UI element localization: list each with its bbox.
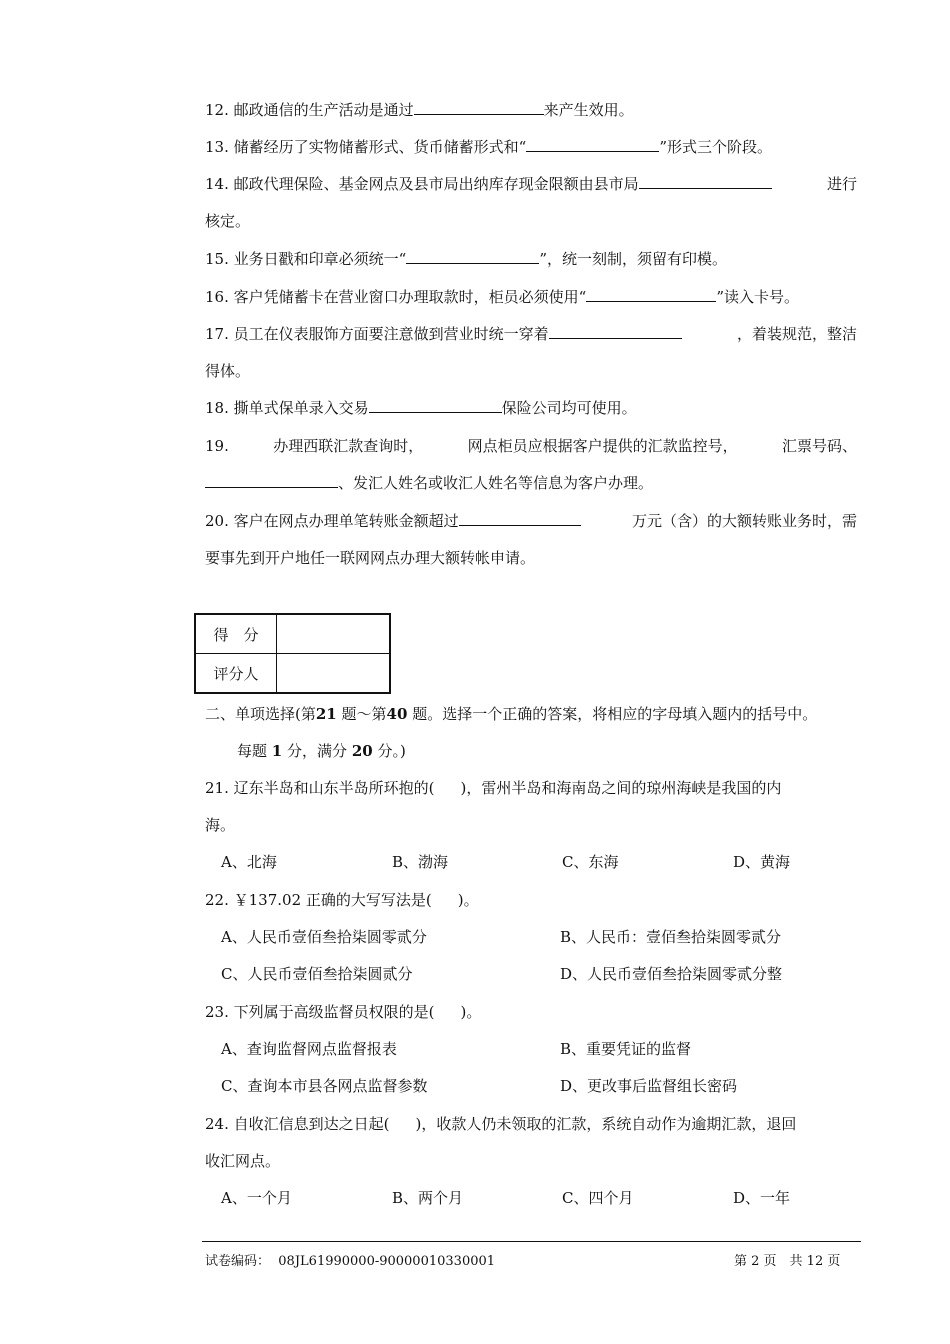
question-number: 17. [205,325,229,343]
score-row [195,614,390,654]
question-text: 网点柜员应根据客户提供的汇款监控号， [467,437,738,455]
option-a: A、人民币壹佰叁拾柒圆零贰分 [221,928,427,946]
answer-blank [459,511,581,526]
question-23 [205,1002,481,1022]
question-15 [205,249,727,269]
exam-code-label: 试卷编码： [205,1254,271,1269]
question-text: 辽东半岛和山东半岛所环抱的( [233,779,435,797]
heading-number: 1 [271,742,283,760]
option-d: D、一年 [733,1189,791,1207]
question-text: 邮政通信的生产活动是通过 [233,101,414,119]
answer-blank [526,137,659,152]
heading-text: 分。) [377,742,406,760]
question-19 [205,436,857,456]
answer-blank [586,287,716,302]
option-d: D、更改事后监督组长密码 [560,1077,738,1095]
question-text: 汇票号码、 [781,437,857,455]
exam-code-value: 08JL61990000-90000010330001 [278,1254,496,1269]
question-text: 下列属于高级监督员权限的是( [233,1003,435,1021]
question-text: 客户凭储蓄卡在营业窗口办理取款时，柜员必须使用“ [233,288,587,306]
question-24 [205,1114,857,1134]
question-24-continuation: 收汇网点。 [205,1152,281,1170]
question-20-continuation: 要事先到开户地任一联网网点办理大额转帐申请。 [205,549,536,567]
section-2-heading [205,704,817,724]
question-text: ”，统一刻制，须留有印模。 [539,250,727,268]
heading-text: 题～第 [341,705,387,723]
question-text: 办理西联汇款查询时， [273,437,424,455]
question-text: ”形式三个阶段。 [659,138,772,156]
answer-blank [205,473,338,488]
question-17-continuation: 得体。 [205,362,251,380]
question-number: 20. [205,512,229,530]
question-text: 万元（含）的大额转账业务时，需 [631,512,857,530]
score-cell [277,614,391,654]
score-label: 得 分 [195,614,277,654]
heading-text: 题。选择一个正确的答案，将相应的字母填入题内的括号中。 [412,705,818,723]
question-text: ￥137.02 正确的大写写法是( [233,891,432,909]
option-a: A、一个月 [221,1189,292,1207]
question-text: 员工在仪表服饰方面要注意做到营业时统一穿着 [233,325,549,343]
option-b: B、两个月 [392,1189,464,1207]
question-number: 22. [205,891,229,909]
question-number: 21. [205,779,229,797]
answer-blank [549,324,682,339]
question-21 [205,778,857,798]
option-c: C、人民币壹佰叁拾柒圆贰分 [221,965,413,983]
grader-row [195,654,390,694]
grader-cell [277,654,391,694]
answer-blank [414,100,544,115]
heading-text: 二、单项选择(第 [205,705,316,723]
question-text: 邮政代理保险、基金网点及县市局出纳库存现金限额由县市局 [233,175,639,193]
question-number: 12. [205,101,229,119]
option-a: A、查询监督网点监督报表 [221,1040,397,1058]
question-number: 14. [205,175,229,193]
heading-text: 分，满分 [287,742,348,760]
question-13 [205,137,772,157]
question-number: 24. [205,1115,229,1133]
option-c: C、查询本市县各网点监督参数 [221,1077,428,1095]
question-number: 18. [205,399,229,417]
option-c: C、东海 [562,853,619,871]
question-text: ”读入卡号。 [716,288,799,306]
question-17 [205,324,857,344]
question-12 [205,100,634,120]
question-text: 保险公司均可使用。 [501,399,637,417]
question-18 [205,398,637,418]
question-text: )，收款人仍未领取的汇款，系统自动作为逾期汇款，退回 [415,1115,797,1133]
grader-label: 评分人 [195,654,277,694]
option-a: A、北海 [221,853,277,871]
exam-code [205,1250,495,1269]
question-21-continuation: 海。 [205,816,236,834]
question-text: ，着装规范，整洁 [736,325,857,343]
question-14-continuation: 核定。 [205,212,251,230]
page-number: 第 2 页 共 12 页 [734,1254,841,1269]
option-b: B、渤海 [392,853,449,871]
answer-blank [406,249,539,264]
option-c: C、四个月 [562,1189,634,1207]
option-d: D、黄海 [733,853,791,871]
option-d: D、人民币壹佰叁拾柒圆零贰分整 [560,965,783,983]
question-14 [205,174,857,194]
question-number: 13. [205,138,229,156]
question-text: 撕单式保单录入交易 [233,399,369,417]
question-20 [205,511,857,531]
question-text: )。 [460,1003,482,1021]
question-text: 来产生效用。 [543,101,634,119]
question-text: 客户在网点办理单笔转账金额超过 [233,512,459,530]
heading-number: 40 [386,705,408,723]
heading-text: 每题 [237,742,268,760]
question-number: 23. [205,1003,229,1021]
question-text: 业务日戳和印章必须统一“ [233,250,407,268]
heading-number: 21 [315,705,337,723]
section-2-heading-line2 [237,741,406,761]
heading-number: 20 [351,742,373,760]
question-22 [205,890,479,910]
question-text: )，雷州半岛和海南岛之间的琼州海峡是我国的内 [460,779,782,797]
question-text: 进行 [826,175,857,193]
question-19-continuation [205,473,653,493]
question-text: 自收汇信息到达之日起( [233,1115,390,1133]
question-number: 15. [205,250,229,268]
option-b: B、重要凭证的监督 [560,1040,692,1058]
question-text: 、发汇人姓名或收汇人姓名等信息为客户办理。 [338,474,654,492]
question-number: 16. [205,288,229,306]
answer-blank [639,174,772,189]
question-16 [205,287,799,307]
score-table [194,613,391,694]
question-text: )。 [457,891,479,909]
question-text: 储蓄经历了实物储蓄形式、货币储蓄形式和“ [233,138,527,156]
answer-blank [369,398,502,413]
question-number: 19. [205,437,229,455]
option-b: B、人民币：壹佰叁拾柒圆零贰分 [560,928,782,946]
footer-divider [202,1241,861,1242]
